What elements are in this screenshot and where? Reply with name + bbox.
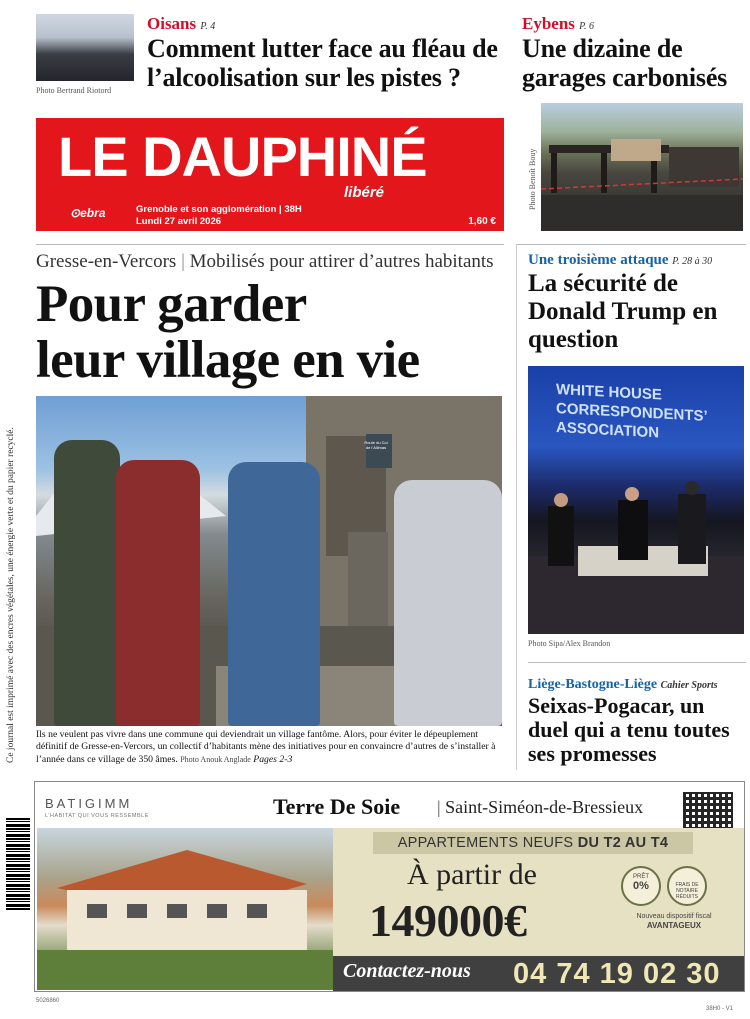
ad-apartments-prefix: APPARTEMENTS NEUFS <box>397 835 574 851</box>
ad-place: | Saint-Siméon-de-Bressieux <box>437 797 644 817</box>
ptz-badge-line2: 0% <box>633 880 649 892</box>
garages-photo <box>541 103 743 231</box>
main-headline-line1: Pour garder <box>36 275 307 333</box>
teaser-left-page: P. 4 <box>200 21 216 32</box>
person-4 <box>394 480 502 726</box>
street-sign: Route du Col de l’Allimas <box>364 440 388 450</box>
ad-place-text: Saint-Siméon-de-Bressieux <box>445 797 644 817</box>
garages-photo-illustration <box>541 103 743 231</box>
teaser-right-headline[interactable]: Une dizaine de garages carbonisés <box>522 34 728 92</box>
masthead-edition <box>136 204 302 228</box>
ptz-badge-line1: PRÊT <box>632 874 649 880</box>
masthead-logo-sub: libéré <box>344 184 385 201</box>
ad-from-label: À partir de <box>407 858 537 891</box>
ad-fiscal <box>629 912 719 931</box>
ad-brand-logo: BATIGIMM <box>45 796 133 811</box>
trump-kicker-text: Une troisième attaque <box>528 252 669 268</box>
ad-panel <box>333 828 745 992</box>
person-1 <box>54 440 120 726</box>
trump-photo-illustration <box>528 366 744 634</box>
person-3 <box>228 462 320 726</box>
main-photo-credit: Photo Anouk Anglade <box>180 754 251 764</box>
main-kicker-text: Mobilisés pour attirer d’autres habitants <box>189 251 494 272</box>
masthead-edition-name: Grenoble et son agglomération | 38H <box>136 204 302 215</box>
garages-photo-credit: Photo Benoît Bouy <box>528 148 537 210</box>
ad-contact-label: Contactez-nous <box>343 960 471 982</box>
trump-kicker[interactable] <box>528 252 712 269</box>
ad-title: Terre De Soie <box>273 794 401 819</box>
ad-brand-tagline: L’HABITAT QUI VOUS RESSEMBLE <box>45 813 149 819</box>
main-headline-line2: leur village en vie <box>36 331 420 389</box>
main-caption <box>36 729 506 766</box>
masthead-price: 1,60 € <box>468 216 496 227</box>
masthead-date: Lundi 27 avril 2026 <box>136 216 222 227</box>
ad-fiscal-line2: AVANTAGEUX <box>646 921 702 930</box>
trump-photo[interactable] <box>528 366 744 634</box>
divider <box>36 244 504 245</box>
column-divider <box>516 244 517 770</box>
notary-fees-badge: FRAIS DE NOTAIRE RÉDUITS <box>667 866 707 906</box>
ad-apartments <box>373 832 693 854</box>
masthead[interactable] <box>36 118 504 231</box>
main-headline[interactable] <box>36 276 516 388</box>
cycling-kicker[interactable] <box>528 677 718 693</box>
ad-apartments-range: DU T2 AU T4 <box>577 835 669 851</box>
teaser-left-kicker-text: Oisans <box>147 14 197 33</box>
ad-phone[interactable]: 04 74 19 02 30 <box>513 958 721 990</box>
side-notice: Ce journal est imprimé avec des encres végétales, une énergie verte et du papier recyclé. <box>6 427 16 763</box>
ebra-logo <box>70 206 105 220</box>
ad-building-image <box>37 828 333 990</box>
person-2 <box>116 460 200 726</box>
cycling-headline[interactable]: Seixas-Pogacar, un duel qui a tenu toutes ses promesses <box>528 693 730 766</box>
cycling-section: Cahier Sports <box>660 680 718 691</box>
main-caption-text: Ils ne veulent pas vivre dans une commune qui deviendrait un village fantôme. Alors, pour éviter le dépeuplement définitif de Gresse-en-Vercors, un collectif d’habitants mène des initiatives pour en convaincre d’autres de s’installer à l’année dans ce village de 350 âmes. <box>36 729 496 765</box>
main-photo[interactable] <box>36 396 502 726</box>
teaser-left-kicker[interactable] <box>147 14 215 34</box>
sign-line-2: CORRESPONDENTS’ <box>556 400 708 425</box>
sign-line-3: ASSOCIATION <box>556 419 660 442</box>
teaser-left-headline[interactable]: Comment lutter face au fléau de l’alcoolisation sur les pistes ? <box>147 34 498 92</box>
masthead-logo: LE DAUPHINÉ <box>58 125 427 188</box>
ad-fiscal-line1: Nouveau dispositif fiscal <box>636 913 712 920</box>
barcode <box>6 818 30 910</box>
ad-contact-bar[interactable] <box>333 956 745 992</box>
ptz-badge <box>621 866 661 906</box>
divider <box>516 244 746 245</box>
ebra-logo-text: ebra <box>80 206 106 220</box>
ad-reference: 5026860 <box>36 998 60 1004</box>
teaser-right-kicker[interactable] <box>522 14 594 34</box>
ad-price: 149000€ <box>369 895 527 946</box>
trump-photo-credit: Photo Sipa/Alex Brandon <box>528 639 611 648</box>
main-kicker-place: Gresse-en-Vercors <box>36 251 177 272</box>
teaser-left-photo <box>36 14 134 81</box>
ad-building-illustration <box>37 828 333 990</box>
ad-banner[interactable] <box>34 781 745 992</box>
cycling-kicker-text: Liège-Bastogne-Liège <box>528 677 658 692</box>
teaser-right-page: P. 6 <box>579 21 594 32</box>
teaser-right-kicker-text: Eybens <box>522 14 575 33</box>
trump-headline[interactable]: La sécurité de Donald Trump en question <box>528 270 718 353</box>
trump-page: P. 28 à 30 <box>672 256 713 267</box>
sign-line-1: WHITE HOUSE <box>556 381 662 404</box>
teaser-left-photo-credit: Photo Bertrand Riotord <box>36 86 112 95</box>
main-pages[interactable]: Pages 2-3 <box>253 753 293 765</box>
main-kicker: Gresse-en-Vercors | Mobilisés pour attirer d’autres habitants <box>36 251 494 272</box>
divider <box>528 662 746 663</box>
ebra-icon: ⊙ <box>70 206 81 220</box>
edition-code: 38H0 - V1 <box>706 1006 734 1012</box>
